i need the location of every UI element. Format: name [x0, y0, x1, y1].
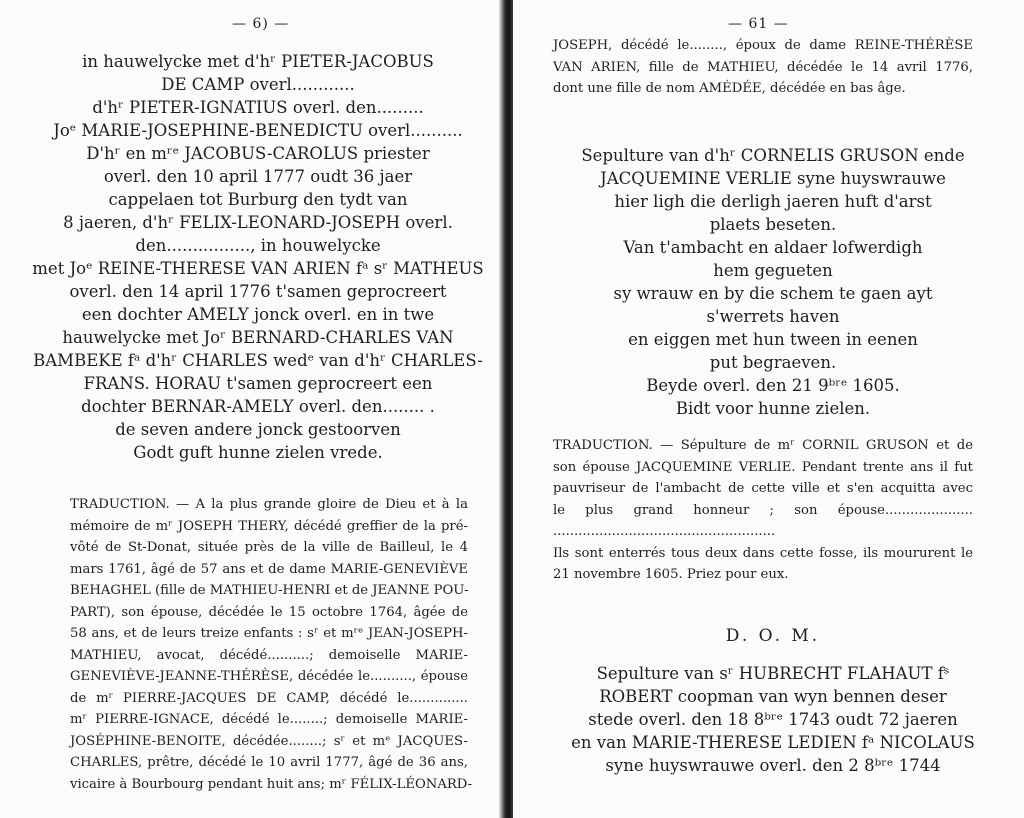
- epitaph-line: hem gegueten: [713, 261, 833, 280]
- epitaph-line: 8 jaeren, d'hʳ FELIX-LEONARD-JOSEPH overl.: [63, 213, 453, 232]
- translation-line: mémoire de mʳ JOSEPH THERY, décédé greffier de la pré-: [70, 518, 468, 534]
- epitaph-line: BAMBEKE fᵃ d'hʳ CHARLES wedᵉ van d'hʳ CHARLES-: [33, 351, 483, 370]
- flemish-epitaph-text: [18, 50, 498, 464]
- epitaph-line: s'werrets haven: [706, 307, 840, 326]
- translation-line: vôté de St-Donat, située près de la ville de Bailleul, le 4: [70, 540, 468, 555]
- epitaph-line: en van MARIE-THERESE LEDIEN fᵃ NICOLAUS: [571, 733, 975, 752]
- epitaph-line: Van t'ambacht en aldaer lofwerdigh: [623, 238, 923, 257]
- translation-line: BEHAGHEL (fille de MATHIEU-HENRI et de JEANNE POU-: [70, 583, 469, 598]
- translation-line: dont une fille de nom AMÉDÉE, décédée en bas âge.: [553, 81, 906, 96]
- translation-line: GENEVIÈVE-JEANNE-THÉRÈSE, décédée le.........., épouse: [70, 669, 468, 684]
- translation-line: Ils sont enterrés tous deux dans cette fosse, ils moururent le: [553, 545, 973, 561]
- translation-line: .....................................................: [553, 524, 776, 539]
- epitaph-line: de seven andere jonck gestoorven: [115, 420, 401, 439]
- translation-line: mʳ PIERRE-IGNACE, décédé le........; demoiselle MARIE-: [70, 712, 468, 727]
- epitaph-line: Joᵉ MARIE-JOSEPHINE-BENEDICTU overl..........: [53, 121, 463, 140]
- epitaph-line: overl. den 10 april 1777 oudt 36 jaer: [103, 167, 413, 186]
- epitaph-line: in hauwelycke met d'hʳ PIETER-JACOBUS: [82, 52, 434, 71]
- translation-line: vicaire à Bourbourg pendant huit ans; mʳ FÉLIX-LÉONARD-: [70, 776, 473, 792]
- epitaph-line: overl. den 14 april 1776 t'samen geprocreert: [69, 282, 447, 301]
- translation-continued: [553, 35, 973, 100]
- epitaph-line: ROBERT coopman van wyn bennen deser: [599, 687, 947, 706]
- epitaph-line: en eiggen met hun tween in eenen: [628, 330, 918, 349]
- translation-line: TRADUCTION. — Sépulture de mʳ CORNIL GRUSON et de: [553, 438, 973, 453]
- gruson-translation: [553, 435, 973, 586]
- epitaph-line: een dochter AMELY jonck overl. en in twe: [81, 305, 435, 324]
- left-page: [0, 0, 505, 818]
- epitaph-line: dochter BERNAR-AMELY overl. den........ .: [81, 397, 435, 416]
- epitaph-line: hauwelycke met Joʳ BERNARD-CHARLES VAN: [62, 328, 454, 347]
- page-number: — 61 —: [728, 16, 789, 32]
- epitaph-line: Godt guft hunne zielen vrede.: [133, 443, 383, 462]
- translation-line: TRADUCTION. — A la plus grande gloire de Dieu et à la: [70, 497, 468, 512]
- french-translation: [70, 494, 473, 795]
- epitaph-line: stede overl. den 18 8ᵇʳᵉ 1743 oudt 72 jaeren: [588, 710, 958, 729]
- epitaph-line: met Joᵉ REINE-THERESE VAN ARIEN fᵃ sʳ MATHEUS: [32, 259, 484, 278]
- translation-line: de mʳ PIERRE-JACQUES DE CAMP, décédé le..............: [70, 690, 468, 706]
- epitaph-line: cappelaen tot Burburg den tydt van: [108, 190, 408, 209]
- translation-line: son épouse JACQUEMINE VERLIE. Pendant trente ans il fut: [553, 459, 973, 475]
- epitaph-line: put begraeven.: [709, 353, 837, 372]
- epitaph-line: FRANS. HORAU t'samen geprocreert een: [83, 374, 433, 393]
- epitaph-line: sy wrauw en by die schem te gaen ayt: [613, 284, 933, 303]
- translation-line: JOSÉPHINE-BENOITE, décédée........; sʳ et mᵉ JACQUES-: [70, 733, 468, 749]
- page-number: — 6) —: [232, 16, 290, 32]
- translation-line: mars 1761, âgé de 57 ans et de dame MARIE-GENEVIÈVE: [70, 561, 468, 577]
- epitaph-line: hier ligh die derligh jaeren huft d'arst: [614, 192, 932, 211]
- dom-heading: D. O. M.: [725, 626, 821, 646]
- epitaph-line: Sepulture van d'hʳ CORNELIS GRUSON ende: [581, 146, 965, 165]
- epitaph-line: syne huyswrauwe overl. den 2 8ᵇʳᵉ 1744: [605, 756, 941, 775]
- epitaph-line: d'hʳ PIETER-IGNATIUS overl. den.........: [92, 98, 424, 117]
- epitaph-line: DE CAMP overl............: [161, 75, 355, 94]
- flahaut-epitaph-text: [533, 662, 1013, 777]
- epitaph-line: Beyde overl. den 21 9ᵇʳᵉ 1605.: [646, 376, 900, 395]
- epitaph-line: Sepulture van sʳ HUBRECHT FLAHAUT fˢ: [596, 664, 950, 683]
- translation-line: CHARLES, prêtre, décédé le 10 avril 1777, âgé de 36 ans,: [70, 755, 468, 770]
- right-page: [513, 0, 1024, 818]
- epitaph-line: plaets beseten.: [709, 215, 837, 234]
- translation-line: 21 novembre 1605. Priez pour eux.: [553, 567, 789, 582]
- gruson-epitaph-text: [533, 144, 1013, 420]
- translation-line: JOSEPH, décédé le........, époux de dame REINE-THÉRÈSE: [553, 38, 973, 53]
- epitaph-line: Bidt voor hunne zielen.: [675, 399, 871, 418]
- epitaph-line: JACQUEMINE VERLIE syne huyswrauwe: [600, 169, 946, 188]
- translation-line: pauvriseur de l'ambacht de cette ville et s'en acquitta avec: [553, 481, 973, 496]
- translation-line: le plus grand honneur ; son épouse.....................: [553, 502, 973, 518]
- epitaph-line: D'hʳ en mʳᵉ JACOBUS-CAROLUS priester: [86, 144, 430, 163]
- translation-line: VAN ARIEN, fille de MATHIEU, décédée le 14 avril 1776,: [553, 59, 973, 75]
- epitaph-line: den................, in houwelycke: [135, 236, 381, 255]
- translation-line: PART), son épouse, décédée le 15 octobre 1764, âgée de: [70, 604, 468, 620]
- translation-line: MATHIEU, avocat, décédé..........; demoiselle MARIE-: [70, 647, 468, 663]
- translation-line: 58 ans, et de leurs treize enfants : sʳ et mʳᵉ JEAN-JOSEPH-: [70, 626, 468, 641]
